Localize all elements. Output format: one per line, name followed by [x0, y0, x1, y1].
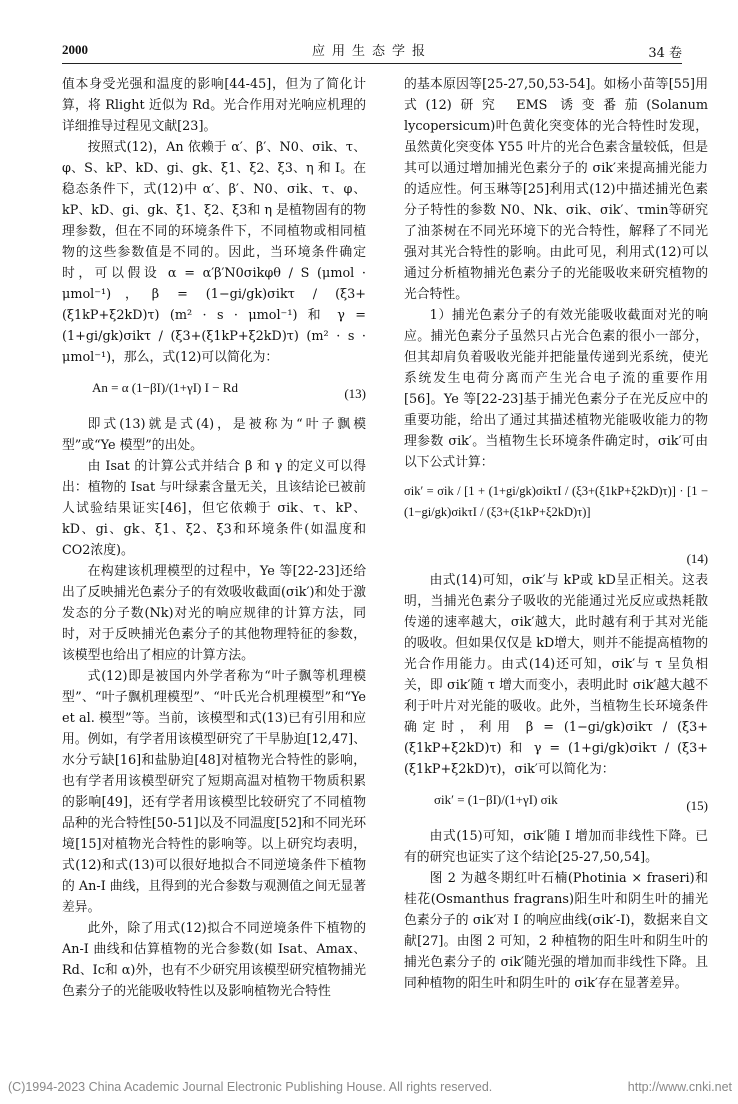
paragraph: 由式(15)可知，σik′随 I 增加而非线性下降。已有的研究也证实了这个结论[25-27,50,54]。 — [404, 829, 708, 865]
paragraph: 1）捕光色素分子的有效光能吸收截面对光的响应。捕光色素分子虽然只占光合色素的很小一部分，但其却肩负着吸收光能并把能量传递到光系统，使光系统发生电荷分离而产生光合电子流的重要作用[56]。Ye 等[22-23]基于捕光色素分子在光反应中的重要功能，给出了通过其描述植物光能吸收能力的物理参数 σik′。当植物生长环境条件确定时，σik′可由以下公式计算： — [404, 308, 708, 470]
paragraph: 图 2 为越冬期红叶石楠(Photinia × fraseri)和桂花(Osmanthus fragrans)阳生叶和阴生叶的捕光色素分子的 σik′对 I 的响应曲线(σik′-I)，数据来自文献[27]。由图 2 可知，2 种植物的阳生叶和阴生叶的捕光色素分子的 σik′随光强的增加而非线性下降。且同种植物的阳生叶和阴生叶的 σik′存在显著差异。 — [404, 871, 708, 991]
footer-link[interactable]: http://www.cnki.net — [627, 1080, 732, 1094]
page-number: 2000 — [62, 42, 88, 57]
paragraph: 即式(13)就是式(4)，是被称为“叶子飘模型”或“Ye 模型”的出处。 — [62, 417, 366, 453]
equation-13 — [62, 371, 366, 411]
equation-number: (15) — [686, 798, 708, 813]
running-header — [62, 40, 682, 62]
paragraph: 值本身受光强和温度的影响[44-45]，但为了简化计算，将 Rlight 近似为 Rd。光合作用对光响应机理的详细推导过程见文献[23]。 — [62, 77, 366, 134]
equation-number: (14) — [686, 552, 708, 566]
copyright-text: (C)1994-2023 China Academic Journal Electronic Publishing House. All rights reserved. — [8, 1080, 493, 1094]
equation-body: σik′ = (1−βI)/(1+γI) σik — [434, 792, 558, 807]
equation-14 — [404, 477, 708, 547]
equation-15 — [404, 783, 708, 823]
journal-title: 应用生态学报 — [311, 44, 432, 59]
equation-body: An = α (1−βI)/(1+γI) I − Rd — [92, 380, 238, 395]
paragraph: 的基本原因等[25-27,50,53-54]。如杨小苗等[55]用式(12)研究 EMS 诱变番茄(Solanum lycopersicum)叶色黄化突变体的光合特性时发现，虽然黄化突变体 Y55 叶片的光合色素含量较低，但是其可以通过增加捕光色素分子的 σik′来提高捕光能力的适应性。何玉琳等[25]利用式(12)中描述捕光色素分子特性的参数 N0、Nk、σik、σik′、τmin等研究了油茶树在不同光环境下的光合特性，解释了不同光强对其光合特性的影响。由此可见，利用式(12)可以通过分析植物捕光色素分子的光能吸收来研究植物的光合特性。 — [404, 77, 708, 302]
paragraph: 由式(14)可知，σik′与 kP或 kD呈正相关。这表明，当捕光色素分子吸收的光能通过光反应或热耗散传递的速率越大，σik′越大，此时越有利于其对光能的吸收。但如果仅仅是 kD增大，则并不能提高植物的光合作用能力。由式(14)还可知，σik′与 τ 呈负相关，即 σik′随 τ 增大而变小，表明此时 σik′越大越不利于叶片对光能的吸收。此外，当植物生长环境条件确定时，利用 β = (1−gi/gk)σikτ / (ξ3+(ξ1kP+ξ2kD)τ) 和 γ = (1+gi/gk)σikτ / (ξ3+(ξ1kP+ξ2kD)τ)，σik′可以简化为： — [404, 573, 708, 777]
copyright-footer — [8, 1080, 732, 1094]
paragraph: 在构建该机理模型的过程中，Ye 等[22-23]还给出了反映捕光色素分子的有效吸收截面(σik′)和处于激发态的分子数(Nk)对光的响应规律的计算方法，同时，对于反映捕光色素分子的其他物理特征的参数，该模型也给出了相应的计算方法。 — [62, 564, 366, 663]
equation-body: σik′ = σik / [1 + (1+gi/gk)σikτI / (ξ3+(ξ1kP+ξ2kD)τ)] · [1 − (1−gi/gk)σikτI / (ξ3+(ξ1kP+ξ2kD)τ)] — [404, 484, 708, 519]
equation-number: (13) — [344, 386, 366, 401]
paragraph: 由 Isat 的计算公式并结合 β 和 γ 的定义可以得出：植物的 Isat 与叶绿素含量无关，且该结论已被前人试验结果证实[46]，但它依赖于 σik、τ、kP、kD、gi、gk、ξ1、ξ2、ξ3和环境条件(如温度和 CO2浓度)。 — [62, 459, 366, 558]
volume-label: 34 卷 — [648, 46, 682, 61]
paragraph: 按照式(12)，An 依赖于 α′、β′、N0、σik、τ、φ、S、kP、kD、gi、gk、ξ1、ξ2、ξ3、η 和 I。在稳态条件下，式(12)中 α′、β′、N0、σik、τ、φ、kP、kD、gi、gk、ξ1、ξ2、ξ3和 η 是植物固有的物理参数，但在不同的环境条件下，不同植物或相同植物的这些参数值是不同的。因此，当环境条件确定时，可以假设 α = α′β′N0σikφθ / S (μmol · μmol⁻¹)，β = (1−gi/gk)σikτ / (ξ3+(ξ1kP+ξ2kD)τ) (m² · s · μmol⁻¹) 和 γ = (1+gi/gk)σikτ / (ξ3+(ξ1kP+ξ2kD)τ) (m² · s · μmol⁻¹)，那么，式(12)可以简化为： — [62, 140, 366, 365]
header-rule — [62, 63, 682, 64]
paragraph: 式(12)即是被国内外学者称为“叶子飘等机理模型”、“叶子飘机理模型”、“叶氏光合机理模型”和“Ye et al. 模型”等。当前，该模型和式(13)已有引用和应用。例如，有学者用该模型研究了干旱胁迫[12,47]、水分亏缺[16]和盐胁迫[48]对植物光合特性的影响，也有学者用该模型研究了短期高温对植物干物质积累的影响[49]，还有学者用该模型比较研究了不同植物品种的光合特性[50-51]以及不同温度[52]和不同光环境[15]对植物光合特性的影响等。以上研究均表明，式(12)和式(13)可以很好地拟合不同逆境条件下植物的 An-I 曲线，且得到的光合参数与观测值之间无显著差异。 — [62, 669, 366, 915]
paragraph: 此外，除了用式(12)拟合不同逆境条件下植物的 An-I 曲线和估算植物的光合参数(如 Isat、Amax、Rd、Ic和 α)外，也有不少研究用该模型研究植物捕光色素分子的光能吸收特性以及影响植物光合特性 — [62, 921, 366, 999]
left-column — [62, 74, 366, 1002]
right-column — [404, 74, 708, 994]
